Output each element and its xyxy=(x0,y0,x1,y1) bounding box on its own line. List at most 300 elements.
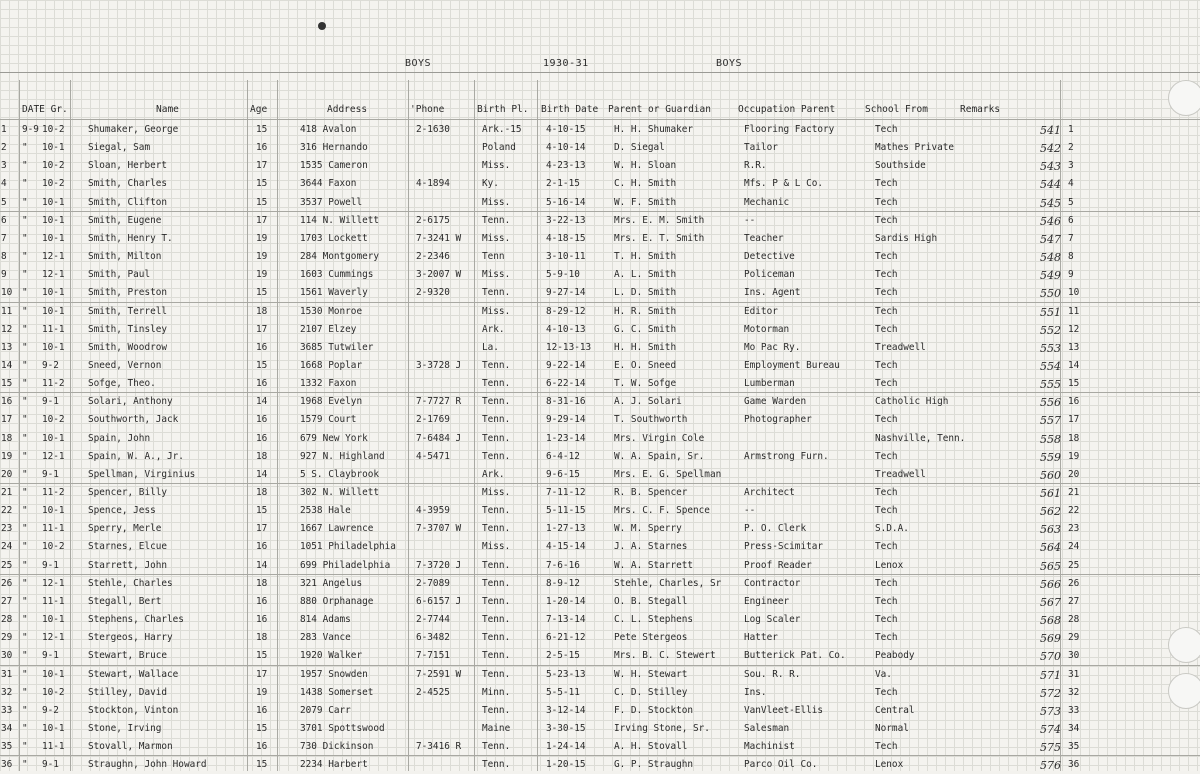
row-number: 22 xyxy=(1,505,13,517)
cell-name: Smith, Preston xyxy=(88,287,168,299)
row-number: 7 xyxy=(1,232,7,244)
cell-name: Southworth, Jack xyxy=(88,414,179,426)
cell-address: 283 Vance xyxy=(300,632,351,644)
row-number: 18 xyxy=(1,432,13,444)
cell-name: Spencer, Billy xyxy=(88,487,168,498)
cell-birth-date: 4-23-13 xyxy=(546,160,586,172)
cell-name: Stone, Irving xyxy=(88,722,162,734)
cell-occupation: P. O. Clerk xyxy=(744,523,807,535)
cell-address: 1438 Somerset xyxy=(300,686,374,698)
group-rule xyxy=(0,302,1200,303)
cell-birth-place: Miss. xyxy=(482,541,511,553)
cell-name: Spence, Jess xyxy=(88,505,156,517)
cell-address: 1579 Court xyxy=(300,414,357,426)
cell-name: Stewart, Bruce xyxy=(88,650,168,662)
cell-address: 1920 Walker xyxy=(300,650,363,662)
cell-grade: 12-1 xyxy=(42,632,65,644)
cell-grade: 11-1 xyxy=(42,741,65,753)
cell-age: 17 xyxy=(256,323,268,335)
cell-birth-date: 6-22-14 xyxy=(546,378,586,390)
cell-birth-place: Poland xyxy=(482,142,516,154)
row-number: 34 xyxy=(1,722,13,734)
col-age: Age xyxy=(250,104,268,115)
cell-grade: 11-2 xyxy=(42,378,65,390)
cell-parent: Mrs. E. M. Smith xyxy=(614,214,705,226)
cell-phone: 7-3720 J xyxy=(416,559,462,571)
cell-date: " xyxy=(22,741,28,753)
cell-grade: 9-2 xyxy=(42,704,59,716)
row-number-right: 17 xyxy=(1068,414,1080,426)
cell-date: " xyxy=(22,232,28,244)
cell-school-from: Tech xyxy=(875,359,898,371)
cell-school-from: Tech xyxy=(875,577,898,589)
cell-age: 18 xyxy=(256,632,268,644)
cell-occupation: -- xyxy=(744,214,756,226)
cell-name: Starnes, Elcue xyxy=(88,541,168,553)
cell-occupation: Flooring Factory xyxy=(744,124,835,135)
cell-birth-place: Tenn. xyxy=(482,523,511,535)
cell-remarks-number: 545 xyxy=(1040,196,1061,210)
cell-date: " xyxy=(22,396,28,408)
row-number-right: 32 xyxy=(1068,686,1080,698)
cell-phone: 2-1769 xyxy=(416,414,450,426)
cell-remarks-number: 555 xyxy=(1040,378,1061,392)
row-number-right: 19 xyxy=(1068,450,1080,462)
cell-parent: G. P. Straughn xyxy=(614,759,694,771)
cell-birth-date: 6-4-12 xyxy=(546,450,580,462)
table-row xyxy=(0,593,1200,611)
cell-parent: C. L. Stephens xyxy=(614,614,694,626)
punch-hole xyxy=(1168,80,1200,116)
cell-school-from: Tech xyxy=(875,214,898,226)
cell-name: Smith, Eugene xyxy=(88,214,162,226)
cell-grade: 10-1 xyxy=(42,505,65,517)
cell-birth-date: 3-10-11 xyxy=(546,251,586,263)
row-number: 2 xyxy=(1,142,7,154)
cell-birth-date: 1-27-13 xyxy=(546,523,586,535)
cell-grade: 11-1 xyxy=(42,595,65,607)
cell-birth-date: 4-10-13 xyxy=(546,323,586,335)
cell-school-from: Catholic High xyxy=(875,396,949,408)
cell-name: Spellman, Virginius xyxy=(88,468,196,480)
cell-parent: J. A. Starnes xyxy=(614,541,688,553)
cell-remarks-number: 553 xyxy=(1040,341,1061,355)
row-number: 13 xyxy=(1,341,13,353)
cell-age: 19 xyxy=(256,251,268,263)
table-row xyxy=(0,321,1200,339)
row-number-right: 34 xyxy=(1068,722,1080,734)
table-row xyxy=(0,139,1200,157)
cell-name: Starrett, John xyxy=(88,559,168,571)
cell-parent: H. H. Smith xyxy=(614,341,677,353)
cell-address: 1968 Evelyn xyxy=(300,396,363,408)
row-number: 4 xyxy=(1,178,7,190)
cell-occupation: Machinist xyxy=(744,741,795,753)
cell-address: 3685 Tutwiler xyxy=(300,341,374,353)
cell-date: " xyxy=(22,251,28,263)
cell-grade: 9-1 xyxy=(42,650,59,662)
cell-age: 18 xyxy=(256,450,268,462)
cell-age: 16 xyxy=(256,414,268,426)
cell-name: Smith, Clifton xyxy=(88,196,168,208)
row-number: 21 xyxy=(1,487,13,498)
cell-grade: 11-2 xyxy=(42,487,65,498)
row-number-right: 20 xyxy=(1068,468,1080,480)
cell-grade: 9-1 xyxy=(42,396,59,408)
row-number: 20 xyxy=(1,468,13,480)
cell-parent: D. Siegal xyxy=(614,142,665,154)
cell-birth-place: Tenn. xyxy=(482,759,511,771)
cell-remarks-number: 556 xyxy=(1040,396,1061,410)
cell-occupation: Mo Pac Ry. xyxy=(744,341,801,353)
table-row xyxy=(0,430,1200,448)
cell-school-from: Tech xyxy=(875,450,898,462)
cell-birth-place: Tenn. xyxy=(482,378,511,390)
row-number: 29 xyxy=(1,632,13,644)
cell-phone: 2-2346 xyxy=(416,251,450,263)
cell-name: Smith, Milton xyxy=(88,251,162,263)
row-number-right: 27 xyxy=(1068,595,1080,607)
cell-date: " xyxy=(22,541,28,553)
cell-grade: 10-1 xyxy=(42,614,65,626)
cell-age: 18 xyxy=(256,305,268,317)
cell-phone: 6-3482 xyxy=(416,632,450,644)
cell-date: " xyxy=(22,142,28,154)
row-number-right: 3 xyxy=(1068,160,1074,172)
cell-age: 17 xyxy=(256,668,268,680)
cell-address: 1603 Cummings xyxy=(300,269,374,281)
cell-phone: 2-6175 xyxy=(416,214,450,226)
row-number: 15 xyxy=(1,378,13,390)
cell-grade: 12-1 xyxy=(42,251,65,263)
cell-school-from: Southside xyxy=(875,160,926,172)
row-number-right: 30 xyxy=(1068,650,1080,662)
row-number-right: 8 xyxy=(1068,251,1074,263)
cell-age: 18 xyxy=(256,577,268,589)
cell-remarks-number: 554 xyxy=(1040,359,1061,373)
cell-remarks-number: 568 xyxy=(1040,614,1061,628)
cell-birth-place: Miss. xyxy=(482,232,511,244)
cell-birth-date: 8-31-16 xyxy=(546,396,586,408)
cell-parent: A. H. Stovall xyxy=(614,741,688,753)
cell-occupation: Armstrong Furn. xyxy=(744,450,829,462)
cell-occupation: Proof Reader xyxy=(744,559,812,571)
cell-school-from: Peabody xyxy=(875,650,915,662)
cell-parent: L. D. Smith xyxy=(614,287,677,299)
cell-school-from: Tech xyxy=(875,595,898,607)
table-row xyxy=(0,230,1200,248)
cell-date: " xyxy=(22,759,28,771)
cell-birth-date: 1-23-14 xyxy=(546,432,586,444)
cell-date: " xyxy=(22,178,28,190)
cell-age: 15 xyxy=(256,505,268,517)
cell-parent: W. H. Sloan xyxy=(614,160,677,172)
cell-remarks-number: 558 xyxy=(1040,432,1061,446)
cell-birth-date: 8-9-12 xyxy=(546,577,580,589)
cell-address: 321 Angelus xyxy=(300,577,363,589)
cell-age: 15 xyxy=(256,722,268,734)
cell-grade: 10-2 xyxy=(42,686,65,698)
row-number-right: 13 xyxy=(1068,341,1080,353)
table-row xyxy=(0,303,1200,321)
group-rule xyxy=(0,392,1200,393)
cell-school-from: Tech xyxy=(875,686,898,698)
cell-date: " xyxy=(22,686,28,698)
cell-birth-date: 5-11-15 xyxy=(546,505,586,517)
cell-school-from: Tech xyxy=(875,251,898,263)
cell-birth-place: Tenn. xyxy=(482,704,511,716)
cell-birth-date: 7-11-12 xyxy=(546,487,586,498)
row-number: 10 xyxy=(1,287,13,299)
cell-school-from: Tech xyxy=(875,124,898,135)
cell-age: 15 xyxy=(256,196,268,208)
cell-remarks-number: 575 xyxy=(1040,741,1061,755)
cell-grade: 10-2 xyxy=(42,178,65,190)
cell-name: Spain, John xyxy=(88,432,151,444)
cell-address: 302 N. Willett xyxy=(300,487,380,498)
table-row xyxy=(0,393,1200,411)
cell-parent: Mrs. C. F. Spence xyxy=(614,505,710,517)
cell-date: " xyxy=(22,287,28,299)
cell-parent: H. R. Smith xyxy=(614,305,677,317)
cell-phone: 2-4525 xyxy=(416,686,450,698)
cell-grade: 10-1 xyxy=(42,305,65,317)
row-number-right: 35 xyxy=(1068,741,1080,753)
cell-name: Stephens, Charles xyxy=(88,614,184,626)
cell-remarks-number: 576 xyxy=(1040,759,1061,773)
cell-age: 15 xyxy=(256,759,268,771)
table-row xyxy=(0,575,1200,593)
table-row xyxy=(0,448,1200,466)
col-remarks: Remarks xyxy=(960,104,1001,115)
row-number: 36 xyxy=(1,759,13,771)
table-row xyxy=(0,647,1200,665)
cell-birth-date: 8-29-12 xyxy=(546,305,586,317)
cell-school-from: Treadwell xyxy=(875,468,926,480)
cell-birth-place: Ark. xyxy=(482,323,505,335)
cell-birth-date: 3-12-14 xyxy=(546,704,586,716)
cell-date: " xyxy=(22,559,28,571)
cell-birth-place: Tenn. xyxy=(482,595,511,607)
cell-birth-date: 4-10-15 xyxy=(546,124,586,135)
cell-school-from: Tech xyxy=(875,487,898,498)
cell-grade: 10-1 xyxy=(42,232,65,244)
row-number-right: 9 xyxy=(1068,269,1074,281)
cell-birth-place: Tenn. xyxy=(482,450,511,462)
cell-birth-date: 9-6-15 xyxy=(546,468,580,480)
cell-age: 15 xyxy=(256,178,268,190)
cell-parent: W. M. Sperry xyxy=(614,523,682,535)
cell-birth-date: 3-30-15 xyxy=(546,722,586,734)
cell-name: Stovall, Marmon xyxy=(88,741,173,753)
cell-date: " xyxy=(22,487,28,498)
cell-age: 17 xyxy=(256,523,268,535)
cell-phone: 7-3707 W xyxy=(416,523,462,535)
cell-occupation: Editor xyxy=(744,305,778,317)
cell-birth-place: Miss. xyxy=(482,269,511,281)
cell-date: " xyxy=(22,378,28,390)
cell-birth-place: Tenn. xyxy=(482,650,511,662)
table-row xyxy=(0,411,1200,429)
cell-name: Stehle, Charles xyxy=(88,577,173,589)
row-number: 5 xyxy=(1,196,7,208)
cell-birth-place: Tenn xyxy=(482,251,505,263)
row-number-right: 24 xyxy=(1068,541,1080,553)
cell-school-from: Tech xyxy=(875,287,898,299)
cell-grade: 12-1 xyxy=(42,577,65,589)
cell-date: " xyxy=(22,341,28,353)
cell-phone: 7-2591 W xyxy=(416,668,462,680)
cell-age: 16 xyxy=(256,595,268,607)
table-row xyxy=(0,339,1200,357)
cell-age: 16 xyxy=(256,142,268,154)
row-number: 3 xyxy=(1,160,7,172)
cell-name: Smith, Charles xyxy=(88,178,168,190)
cell-age: 15 xyxy=(256,287,268,299)
cell-phone: 7-6484 J xyxy=(416,432,462,444)
cell-parent: E. O. Sneed xyxy=(614,359,677,371)
cell-birth-place: Tenn. xyxy=(482,414,511,426)
cell-remarks-number: 541 xyxy=(1040,124,1061,137)
row-number: 25 xyxy=(1,559,13,571)
cell-school-from: Normal xyxy=(875,722,909,734)
cell-occupation: Engineer xyxy=(744,595,790,607)
cell-remarks-number: 543 xyxy=(1040,160,1061,174)
cell-birth-place: Tenn. xyxy=(482,396,511,408)
cell-remarks-number: 573 xyxy=(1040,704,1061,718)
cell-remarks-number: 542 xyxy=(1040,142,1061,156)
cell-age: 17 xyxy=(256,160,268,172)
row-number-right: 26 xyxy=(1068,577,1080,589)
cell-school-from: Tech xyxy=(875,632,898,644)
group-rule xyxy=(0,211,1200,212)
cell-date: " xyxy=(22,414,28,426)
cell-school-from: Lenox xyxy=(875,759,904,771)
cell-birth-date: 2-1-15 xyxy=(546,178,580,190)
cell-address: 1561 Waverly xyxy=(300,287,368,299)
col-parent: Parent or Guardian xyxy=(608,104,711,115)
col-name: Name xyxy=(156,104,179,115)
cell-grade: 11-1 xyxy=(42,523,65,535)
cell-date: " xyxy=(22,704,28,716)
cell-birth-place: Tenn. xyxy=(482,214,511,226)
cell-school-from: Tech xyxy=(875,414,898,426)
cell-remarks-number: 562 xyxy=(1040,505,1061,519)
cell-address: 730 Dickinson xyxy=(300,741,374,753)
table-row xyxy=(0,611,1200,629)
row-number: 31 xyxy=(1,668,13,680)
cell-birth-date: 5-5-11 xyxy=(546,686,580,698)
cell-parent: H. H. Shumaker xyxy=(614,124,694,135)
cell-remarks-number: 566 xyxy=(1040,577,1061,591)
cell-school-from: Tech xyxy=(875,614,898,626)
cell-occupation: Photographer xyxy=(744,414,812,426)
header-year: 1930-31 xyxy=(543,58,589,69)
cell-birth-date: 7-6-16 xyxy=(546,559,580,571)
cell-parent: T. W. Sofge xyxy=(614,378,677,390)
cell-occupation: Ins. xyxy=(744,686,767,698)
cell-birth-date: 4-10-14 xyxy=(546,142,586,154)
cell-birth-date: 1-20-15 xyxy=(546,759,586,771)
table-row xyxy=(0,502,1200,520)
cell-age: 19 xyxy=(256,232,268,244)
cell-name: Sofge, Theo. xyxy=(88,378,156,390)
cell-birth-place: Tenn. xyxy=(482,559,511,571)
cell-birth-place: Tenn. xyxy=(482,632,511,644)
cell-parent: W. A. Spain, Sr. xyxy=(614,450,705,462)
cell-name: Straughn, John Howard xyxy=(88,759,207,771)
cell-phone: 3-2007 W xyxy=(416,269,462,281)
table-row xyxy=(0,248,1200,266)
cell-phone: 3-3728 J xyxy=(416,359,462,371)
row-number-right: 7 xyxy=(1068,232,1074,244)
cell-name: Solari, Anthony xyxy=(88,396,173,408)
cell-remarks-number: 565 xyxy=(1040,559,1061,573)
cell-remarks-number: 572 xyxy=(1040,686,1061,700)
cell-grade: 10-1 xyxy=(42,196,65,208)
cell-name: Shumaker, George xyxy=(88,124,179,135)
cell-address: 3701 Spottswood xyxy=(300,722,385,734)
cell-remarks-number: 564 xyxy=(1040,541,1061,555)
group-rule xyxy=(0,755,1200,756)
cell-occupation: Motorman xyxy=(744,323,790,335)
col-date-gr: DATE Gr. xyxy=(22,104,68,115)
cell-date: " xyxy=(22,305,28,317)
row-number: 6 xyxy=(1,214,7,226)
cell-birth-place: Miss. xyxy=(482,196,511,208)
row-number: 35 xyxy=(1,741,13,753)
cell-school-from: Tech xyxy=(875,378,898,390)
cell-remarks-number: 544 xyxy=(1040,178,1061,192)
cell-school-from: Tech xyxy=(875,305,898,317)
table-row xyxy=(0,175,1200,193)
cell-birth-date: 9-22-14 xyxy=(546,359,586,371)
row-number: 17 xyxy=(1,414,13,426)
cell-age: 16 xyxy=(256,741,268,753)
top-rule xyxy=(0,72,1200,73)
cell-remarks-number: 560 xyxy=(1040,468,1061,482)
cell-address: 284 Montgomery xyxy=(300,251,380,263)
cell-parent: Irving Stone, Sr. xyxy=(614,722,710,734)
cell-remarks-number: 563 xyxy=(1040,523,1061,537)
row-number-right: 29 xyxy=(1068,632,1080,644)
cell-address: 3644 Faxon xyxy=(300,178,357,190)
cell-grade: 10-2 xyxy=(42,414,65,426)
cell-phone: 4-3959 xyxy=(416,505,450,517)
cell-remarks-number: 548 xyxy=(1040,251,1061,265)
row-number: 9 xyxy=(1,269,7,281)
cell-address: 2079 Carr xyxy=(300,704,351,716)
cell-occupation: Teacher xyxy=(744,232,784,244)
punch-hole xyxy=(1168,627,1200,663)
col-phone: 'Phone xyxy=(410,104,445,115)
cell-birth-place: Tenn. xyxy=(482,741,511,753)
cell-grade: 10-1 xyxy=(42,722,65,734)
cell-school-from: Mathes Private xyxy=(875,142,955,154)
cell-parent: W. H. Stewart xyxy=(614,668,688,680)
cell-occupation: Tailor xyxy=(744,142,778,154)
cell-school-from: Sardis High xyxy=(875,232,938,244)
cell-address: 1530 Monroe xyxy=(300,305,363,317)
cell-grade: 9-2 xyxy=(42,359,59,371)
cell-birth-place: Minn. xyxy=(482,686,511,698)
cell-remarks-number: 550 xyxy=(1040,287,1061,301)
row-number: 14 xyxy=(1,359,13,371)
cell-date: " xyxy=(22,432,28,444)
cell-name: Stockton, Vinton xyxy=(88,704,179,716)
cell-birth-date: 2-5-15 xyxy=(546,650,580,662)
table-row xyxy=(0,212,1200,230)
